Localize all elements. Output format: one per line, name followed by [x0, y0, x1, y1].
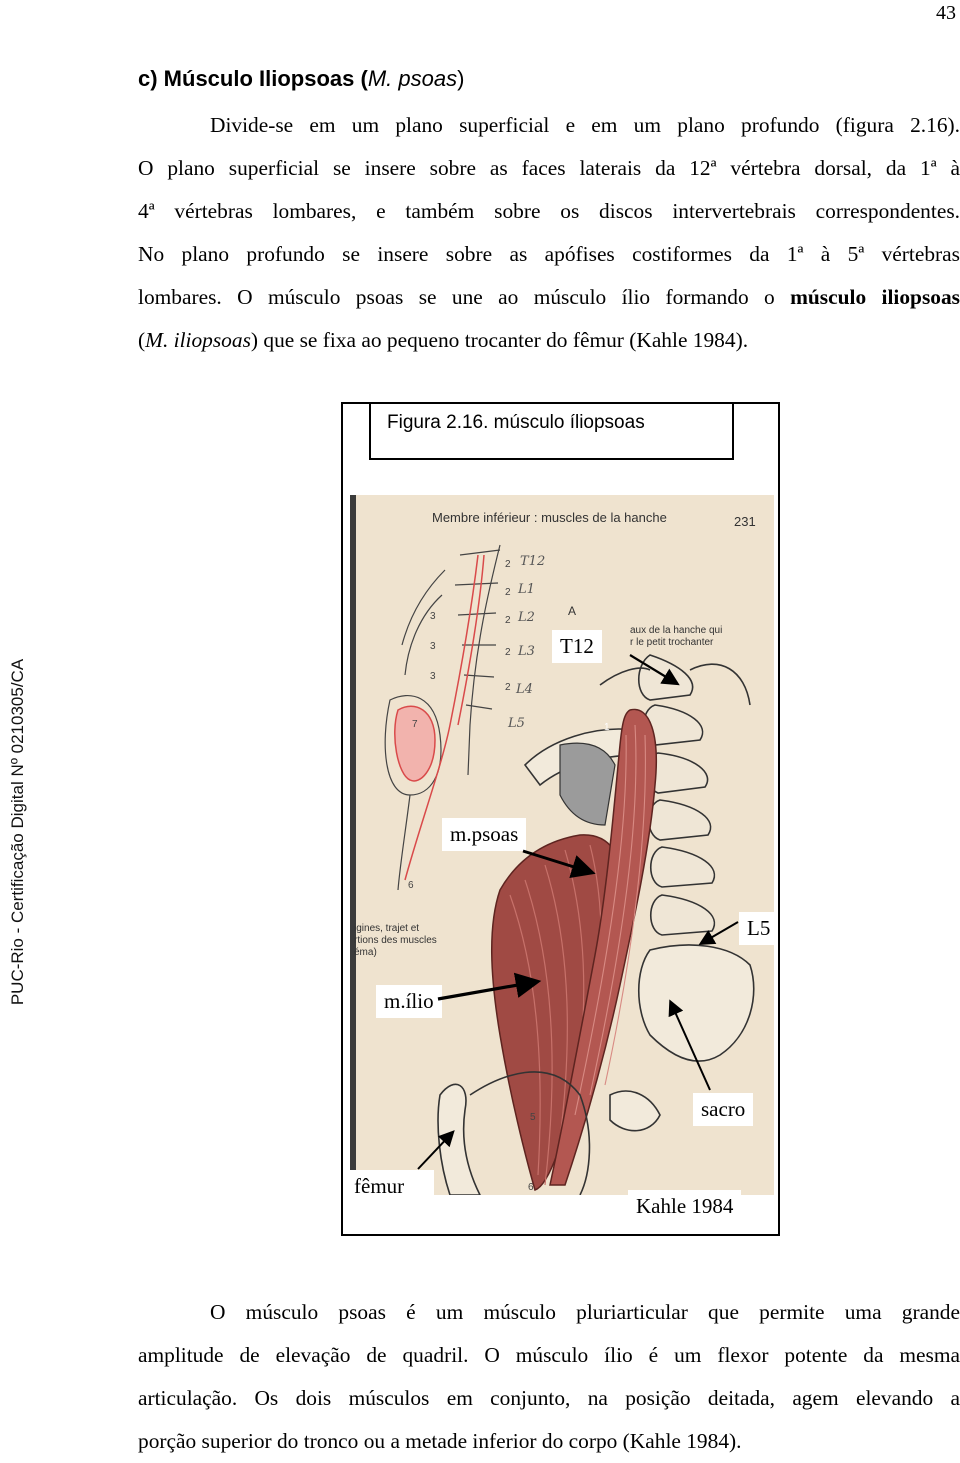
plate-note-2: r le petit trochanter: [630, 637, 714, 648]
para2-line2: amplitude de elevação de quadril. O músculo ílio é um flexor potente da mesma: [138, 1343, 960, 1367]
heading-prefix: c) Músculo Iliopsoas (: [138, 66, 368, 91]
section-heading: [138, 66, 464, 92]
label-m-psoas: m.psoas: [442, 818, 526, 851]
page-number: 43: [936, 2, 956, 24]
para2-line4: porção superior do tronco ou a metade inferior do corpo (Kahle 1984).: [138, 1429, 742, 1453]
svg-text:L5: L5: [508, 716, 525, 731]
svg-text:2: 2: [505, 647, 511, 658]
svg-text:L3: L3: [518, 644, 535, 659]
svg-text:7: 7: [412, 719, 418, 730]
plate-legend-1: igines, trajet et: [354, 923, 420, 934]
para1-line2: O plano superficial se insere sobre as faces laterais da 12ª vértebra dorsal, da 1ª à: [138, 156, 960, 180]
intro-paragraph: [138, 104, 960, 362]
closing-paragraph: [138, 1291, 960, 1463]
plate-legend-2: rtions des muscles: [354, 935, 437, 946]
svg-text:2: 2: [505, 682, 511, 693]
svg-text:3: 3: [430, 641, 436, 652]
para1-line6: [138, 319, 960, 362]
para1-line6-text: ) que se fixa ao pequeno trocanter do fêmur (Kahle 1984).: [250, 328, 749, 352]
paren-open: (: [138, 328, 146, 352]
label-sacro: sacro: [693, 1093, 753, 1126]
svg-text:6: 6: [408, 880, 414, 891]
plate-header: Membre inférieur : muscles de la hanche: [432, 510, 667, 525]
muscle-number-1: 1: [604, 722, 610, 733]
label-femur: fêmur: [346, 1170, 434, 1226]
certification-sidebar: PUC-Rio - Certificação Digital Nº 0210305/CA: [8, 658, 27, 1006]
svg-text:L4: L4: [516, 682, 533, 697]
svg-text:3: 3: [430, 671, 436, 682]
label-t12: T12: [552, 630, 602, 663]
term-m-iliopsoas: M. iliopsoas: [145, 328, 251, 352]
svg-text:L2: L2: [518, 610, 535, 625]
plate-binding-edge: [350, 495, 356, 1195]
para2-line1: O músculo psoas é um músculo pluriarticular que permite uma grande: [210, 1300, 960, 1324]
para1-line1: Divide-se em um plano superficial e em um plano profundo (figura 2.16).: [210, 113, 960, 137]
para2-line3: articulação. Os dois músculos em conjunto, na posição deitada, agem elevando a: [138, 1386, 960, 1410]
svg-text:2: 2: [505, 587, 511, 598]
svg-text:2: 2: [505, 559, 511, 570]
plate-letter: A: [568, 604, 577, 618]
anatomy-plate: [350, 495, 774, 1195]
plate-legend-3: éma): [354, 947, 377, 958]
para1-line5: [138, 276, 960, 319]
plate-page: 231: [734, 514, 756, 529]
label-l5: L5: [739, 912, 778, 945]
heading-suffix: ): [457, 66, 465, 91]
term-iliopsoas: músculo iliopsoas: [790, 285, 960, 309]
figure-caption: Figura 2.16. músculo íliopsoas: [369, 404, 734, 460]
muscle-number-6: 6: [528, 1182, 534, 1193]
heading-italic: M. psoas: [367, 66, 458, 91]
svg-text:T12: T12: [520, 554, 546, 569]
para1-line5-text: lombares. O músculo psoas se une ao músculo ílio formando o: [138, 285, 791, 309]
plate-note-1: aux de la hanche qui: [630, 625, 723, 636]
para1-line4: No plano profundo se insere sobre as apófises costiformes da 1ª à 5ª vértebras: [138, 242, 960, 266]
svg-text:2: 2: [505, 615, 511, 626]
muscle-number-5: 5: [530, 1112, 536, 1123]
para1-line3: 4ª vértebras lombares, e também sobre os discos intervertebrais correspondentes.: [138, 199, 960, 223]
label-m-ilio: m.ílio: [376, 985, 442, 1018]
figure-source: Kahle 1984: [628, 1190, 741, 1223]
svg-text:L1: L1: [518, 582, 535, 597]
svg-text:3: 3: [430, 611, 436, 622]
